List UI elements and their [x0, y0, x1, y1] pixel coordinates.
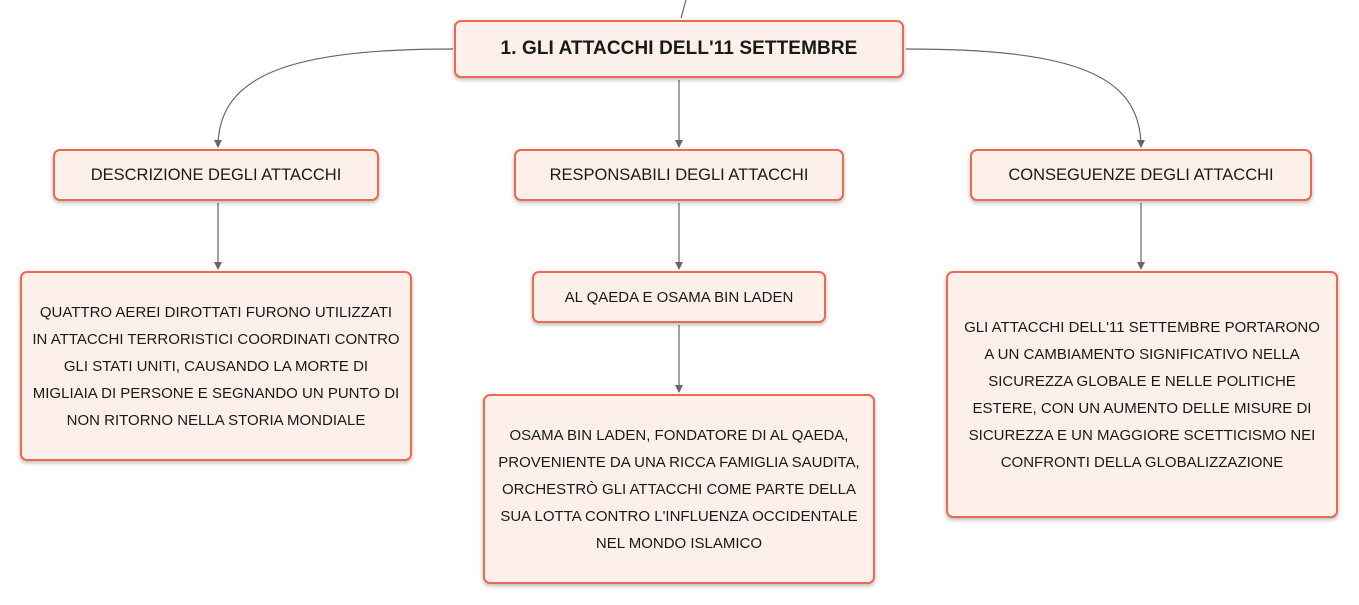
- subtopic-node-al-qaeda[interactable]: [532, 271, 826, 323]
- branch-node-responsabili[interactable]: [514, 149, 844, 201]
- branch-node-label: DESCRIZIONE DEGLI ATTACCHI: [90, 165, 342, 184]
- detail-node-conseguenze[interactable]: [946, 271, 1338, 518]
- detail-node-responsabili[interactable]: [483, 394, 875, 584]
- branch-node-label: RESPONSABILI DEGLI ATTACCHI: [549, 165, 809, 184]
- detail-node-text: GLI ATTACCHI DELL'11 SETTEMBRE PORTARONO A UN CAMBIAMENTO SIGNIFICATIVO NELLA SICUREZZA GLOBALE E NELLE POLITICHE ESTERE, CON UN AUMENTO DELLE MISURE DI SICUREZZA E UN MAGGIORE SCETTICISMO NEI CONFRONTI DELLA GLOBALIZZAZIONE: [964, 318, 1320, 471]
- root-node[interactable]: [454, 20, 904, 78]
- detail-node-text: OSAMA BIN LADEN, FONDATORE DI AL QAEDA, PROVENIENTE DA UNA RICCA FAMIGLIA SAUDITA, ORCHESTRÒ GLI ATTACCHI COME PARTE DELLA SUA LOTTA CONTRO L'INFLUENZA OCCIDENTALE NEL MONDO ISLAMICO: [498, 426, 860, 552]
- subtopic-node-label: AL QAEDA E OSAMA BIN LADEN: [564, 288, 794, 306]
- detail-node-descrizione[interactable]: [20, 271, 412, 461]
- branch-node-conseguenze[interactable]: [970, 149, 1312, 201]
- branch-node-label: CONSEGUENZE DEGLI ATTACCHI: [1008, 165, 1274, 184]
- connector-root-to-descrizione: [218, 49, 453, 147]
- branch-node-descrizione[interactable]: [53, 149, 379, 201]
- connector-root-to-conseguenze: [906, 49, 1141, 147]
- detail-node-text: QUATTRO AEREI DIROTTATI FURONO UTILIZZATI IN ATTACCHI TERRORISTICI COORDINATI CONTRO GLI STATI UNITI, CAUSANDO LA MORTE DI MIGLIAIA DI PERSONE E SEGNANDO UN PUNTO DI NON RITORNO NELLA STORIA MONDIALE: [32, 303, 400, 429]
- root-node-label: 1. GLI ATTACCHI DELL'11 SETTEMBRE: [500, 38, 858, 59]
- connector-parent-to-root: [681, 0, 686, 18]
